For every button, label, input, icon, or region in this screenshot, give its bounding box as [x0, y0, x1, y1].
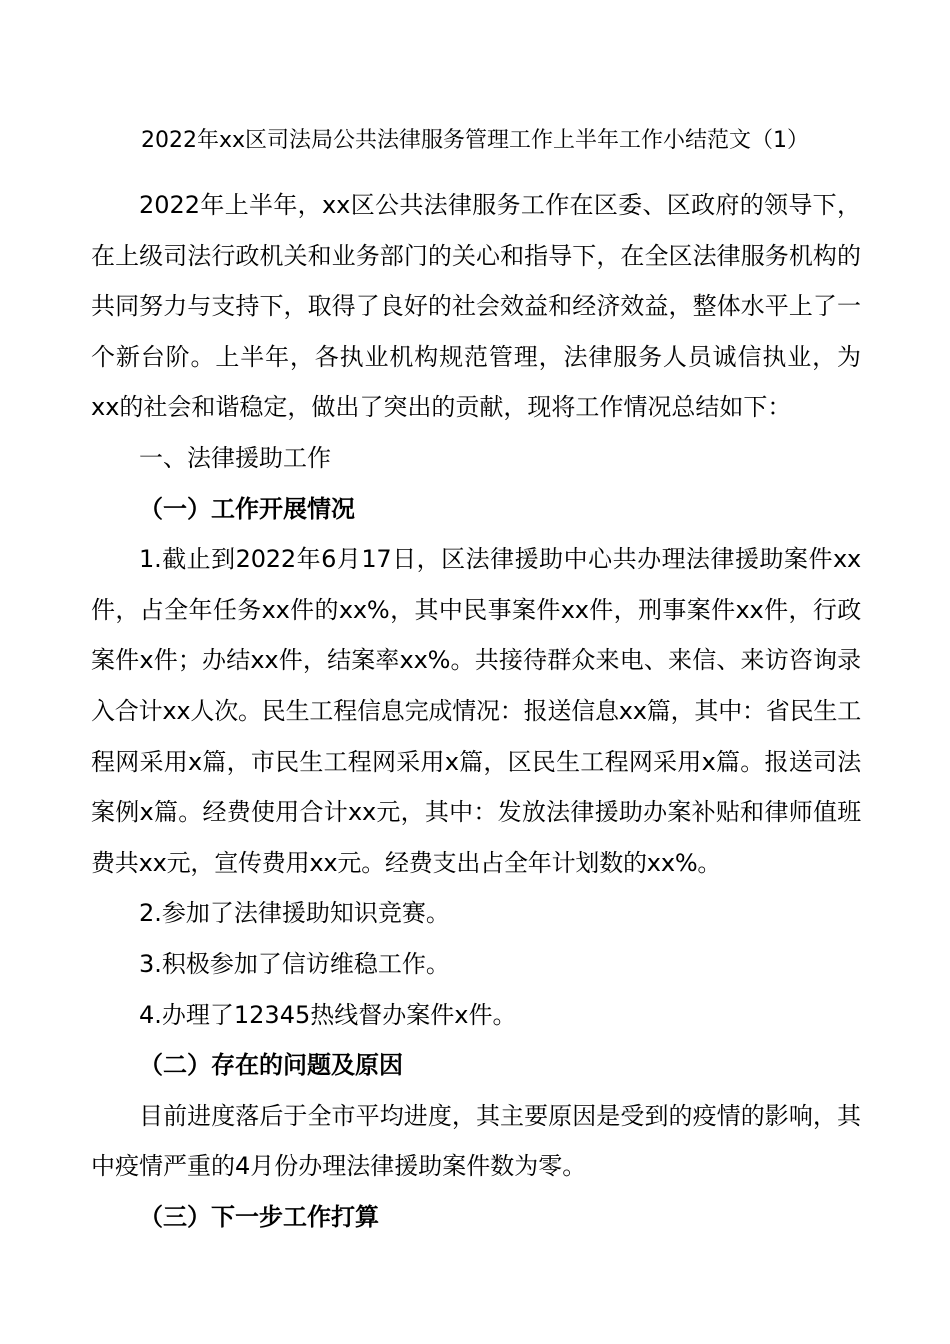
progress-item-3: 3.积极参加了信访维稳工作。: [139, 949, 450, 978]
subsection-heading-problems: （二）存在的问题及原因: [139, 1051, 403, 1080]
section-heading-legal-aid: 一、法律援助工作: [139, 443, 331, 472]
progress-item-2: 2.参加了法律援助知识竞赛。: [139, 899, 450, 928]
subsection-heading-next-steps: （三）下一步工作打算: [139, 1202, 379, 1231]
problems-paragraph: 目前进度落后于全市平均进度，其主要原因是受到的疫情的影响，其中疫情严重的4月份办理法律援助案件数为零。: [91, 1101, 861, 1181]
progress-item-4: 4.办理了12345热线督办案件x件。: [139, 1000, 517, 1029]
document-title: 2022年xx区司法局公共法律服务管理工作上半年工作小结范文（1）: [140, 128, 810, 153]
intro-paragraph: 2022年上半年，xx区公共法律服务工作在区委、区政府的领导下，在上级司法行政机关和业务部门的关心和指导下，在全区法律服务机构的共同努力与支持下，取得了良好的社会效益和经济效益，整体水平上了一个新台阶。上半年，各执业机构规范管理，法律服务人员诚信执业，为xx的社会和谐稳定，做出了突出的贡献，现将工作情况总结如下：: [91, 191, 861, 422]
document-body: [91, 180, 861, 1242]
progress-item-1: 1.截止到2022年6月17日，区法律援助中心共办理法律援助案件xx件，占全年任务xx件的xx%，其中民事案件xx件，刑事案件xx件，行政案件x件；办结xx件，结案率xx%。共接待群众来电、来信、来访咨询录入合计xx人次。民生工程信息完成情况：报送信息xx篇，其中：省民生工程网采用x篇，市民生工程网采用x篇，区民生工程网采用x篇。报送司法案例x篇。经费使用合计xx元，其中：发放法律援助办案补贴和律师值班费共xx元，宣传费用xx元。经费支出占全年计划数的xx%。: [91, 545, 862, 877]
subsection-heading-progress: （一）工作开展情况: [139, 494, 355, 523]
